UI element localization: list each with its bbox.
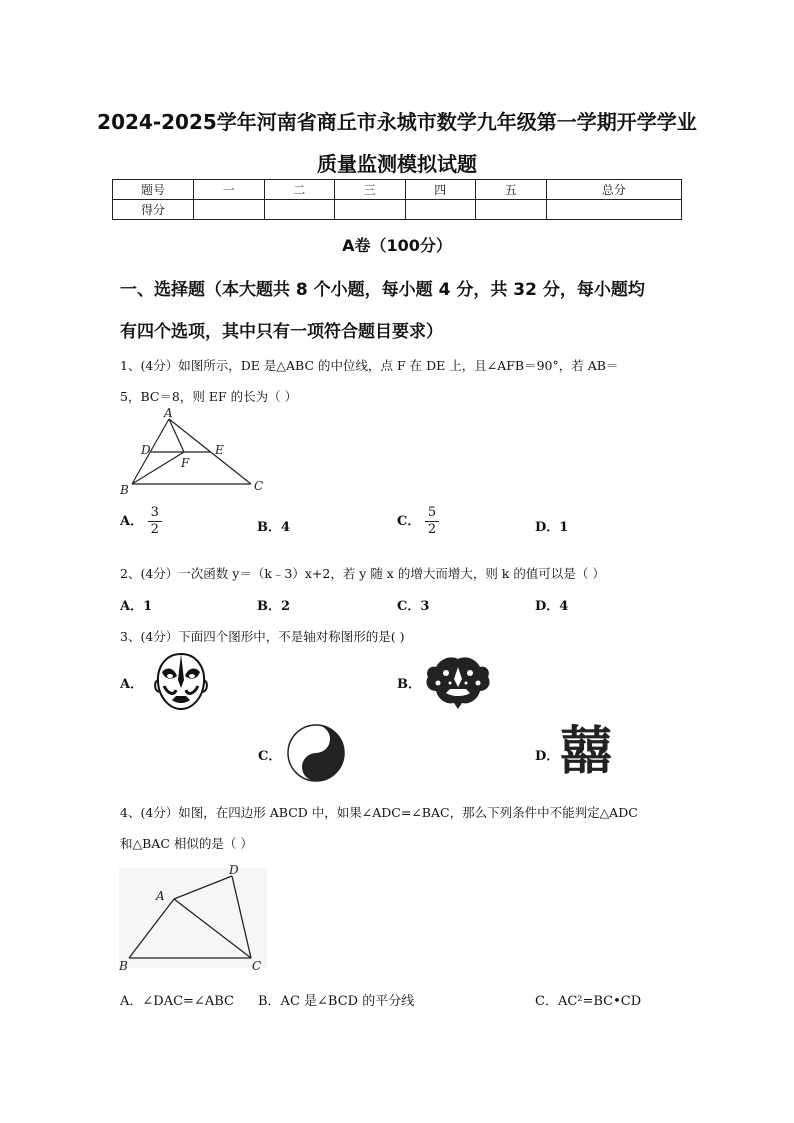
score-table-score-row (113, 200, 682, 220)
header-cell: 题号 (113, 180, 194, 200)
q1-option-a-letter: A． (120, 514, 144, 529)
q4-option-b[interactable]: B．AC 是∠BCD 的平分线 (258, 994, 415, 1009)
fraction-5-2 (425, 505, 439, 538)
label-a: A (156, 889, 165, 903)
score-cell[interactable] (405, 200, 476, 220)
q3-option-d[interactable]: D． (535, 749, 560, 764)
yin-yang-image[interactable] (286, 723, 346, 783)
label-a: A (164, 406, 173, 420)
q1-option-c[interactable] (397, 505, 439, 538)
header-cell: 五 (476, 180, 547, 200)
numerator: 5 (425, 505, 439, 522)
twin-dragon-image[interactable] (422, 653, 494, 711)
segment-bf (132, 452, 184, 484)
part1-heading-line-1: 一、选择题（本大题共 8 个小题，每小题 4 分，共 32 分，每小题均 (120, 280, 645, 300)
header-cell: 三 (335, 180, 406, 200)
double-happiness-image[interactable]: 囍 (560, 722, 613, 782)
header-cell: 一 (194, 180, 265, 200)
fraction-3-2 (148, 505, 162, 538)
q2-text: 2、(4分）一次函数 y＝（k﹣3）x+2，若 y 随 x 的增大而增大，则 k 的值可以是（ ） (120, 566, 605, 581)
q1-option-b[interactable]: B．4 (257, 520, 291, 535)
q3-text: 3、(4分）下面四个图形中，不是轴对称图形的是( ) (120, 629, 405, 644)
score-cell[interactable] (546, 200, 682, 220)
segment-af (169, 419, 184, 452)
score-table-header-row (113, 180, 682, 200)
title-line-2: 质量监测模拟试题 (317, 152, 477, 176)
section-a-heading: A卷（100分） (342, 236, 452, 255)
score-cell[interactable] (476, 200, 547, 220)
label-f: F (181, 456, 190, 470)
q3-option-b[interactable]: B． (397, 677, 421, 692)
q4-option-c[interactable]: C．AC²=BC•CD (535, 994, 642, 1009)
score-cell[interactable] (264, 200, 335, 220)
score-cell[interactable] (335, 200, 406, 220)
opera-mask-image[interactable] (150, 650, 212, 712)
q1-text-line-1: 1、(4分）如图所示，DE 是△ABC 的中位线，点 F 在 DE 上，且∠AFB＝90°，若 AB＝ (120, 358, 619, 373)
title-line-1: 2024-2025学年河南省商丘市永城市数学九年级第一学期开学学业 (97, 110, 697, 134)
header-cell: 二 (264, 180, 335, 200)
header-cell: 四 (405, 180, 476, 200)
q1-option-c-letter: C． (397, 514, 421, 529)
q1-text-line-2: 5，BC＝8，则 EF 的长为（ ） (120, 389, 298, 404)
q2-option-b[interactable]: B．2 (257, 599, 291, 614)
label-d: D (229, 863, 239, 877)
q1-triangle-figure (115, 406, 275, 498)
header-cell: 总分 (546, 180, 682, 200)
label-b: B (120, 483, 129, 497)
row-label: 得分 (113, 200, 194, 220)
q3-option-a[interactable]: A． (120, 677, 144, 692)
q4-text-line-2: 和△BAC 相似的是（ ） (120, 836, 253, 851)
q1-option-a[interactable] (120, 505, 162, 538)
numerator: 3 (148, 505, 162, 522)
score-cell[interactable] (194, 200, 265, 220)
q4-quadrilateral-figure (115, 862, 270, 974)
denominator: 2 (427, 522, 437, 537)
q3-option-c[interactable]: C． (258, 749, 282, 764)
q2-option-a[interactable]: A．1 (120, 599, 153, 614)
q2-option-c[interactable]: C．3 (397, 599, 430, 614)
label-c: C (254, 479, 264, 493)
q4-option-a[interactable]: A．∠DAC=∠ABC (120, 994, 234, 1009)
label-c: C (252, 959, 262, 973)
q2-option-d[interactable]: D．4 (535, 599, 569, 614)
label-d: D (141, 443, 151, 457)
q1-option-d[interactable]: D．1 (535, 520, 569, 535)
score-table (112, 179, 682, 220)
q4-text-line-1: 4、(4分）如图，在四边形 ABCD 中，如果∠ADC=∠BAC，那么下列条件中不能判定△ADC (120, 805, 638, 820)
label-e: E (215, 443, 224, 457)
part1-heading-line-2: 有四个选项，其中只有一项符合题目要求） (120, 322, 443, 342)
denominator: 2 (150, 522, 159, 537)
label-b: B (119, 959, 128, 973)
